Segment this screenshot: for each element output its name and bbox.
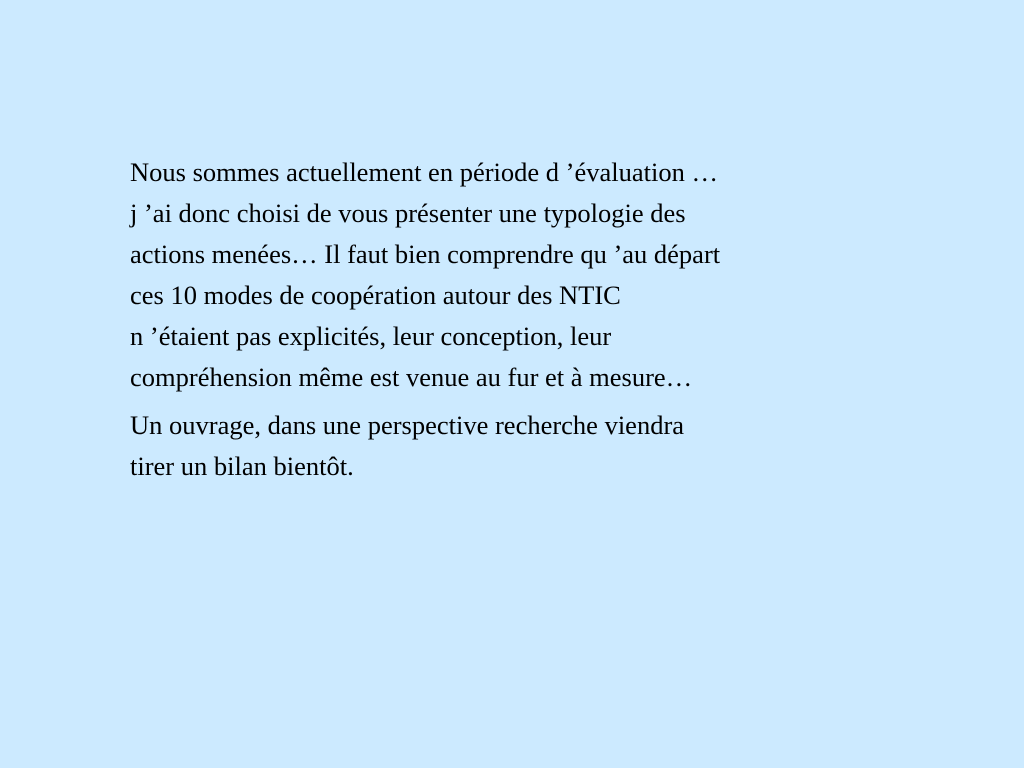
text-line: Un ouvrage, dans une perspective recherche viendra [130, 410, 685, 440]
text-line: tirer un bilan bientôt. [130, 451, 354, 481]
text-line: j ’ai donc choisi de vous présenter une typologie des [130, 198, 686, 228]
slide-text-block [130, 152, 910, 487]
paragraph-ouvrage [130, 405, 910, 487]
text-line: actions menées… Il faut bien comprendre qu ’au départ [130, 239, 721, 269]
text-line: compréhension même est venue au fur et à mesure… [130, 362, 693, 392]
text-line: Nous sommes actuellement en période d ’évaluation … [130, 157, 718, 187]
text-line: ces 10 modes de coopération autour des NTIC [130, 280, 621, 310]
paragraph-evaluation [130, 152, 910, 398]
text-line: n ’étaient pas explicités, leur conception, leur [130, 321, 612, 351]
